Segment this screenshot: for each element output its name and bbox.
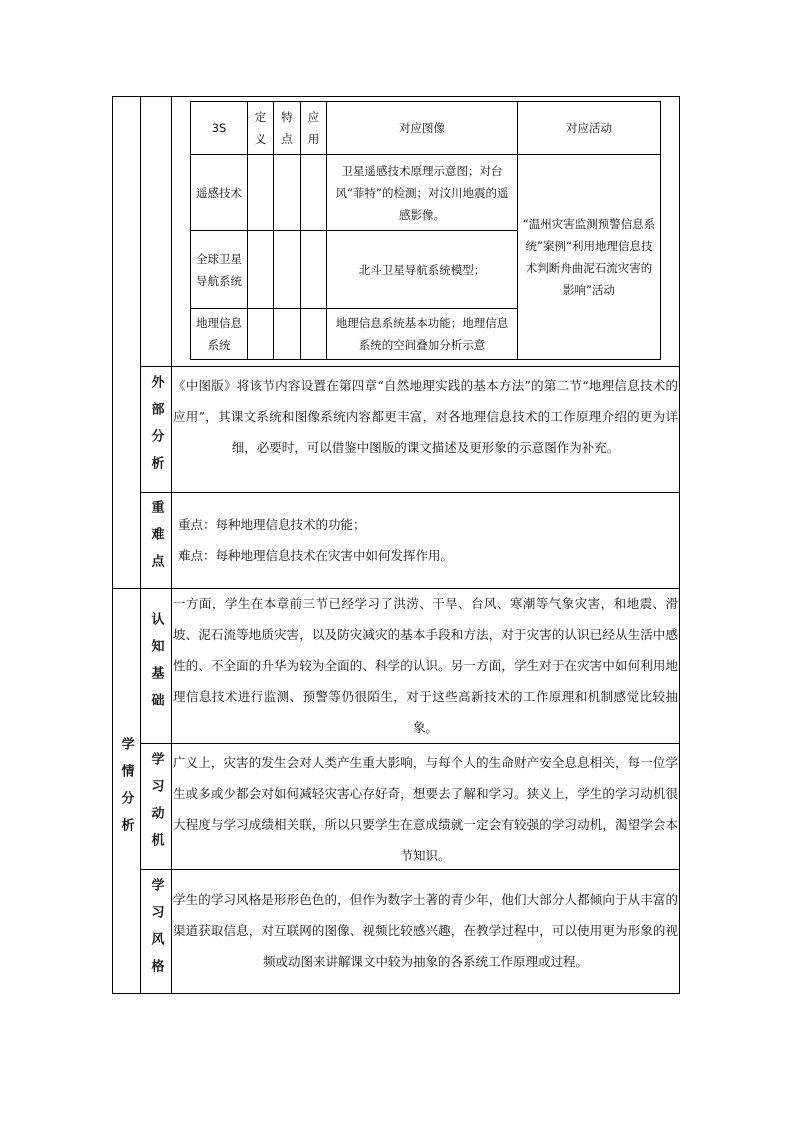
learning-motivation-label: 学习动机: [148, 752, 164, 860]
student-analysis-label: 学情分析: [118, 737, 134, 845]
empty-cell: [301, 155, 327, 231]
table-header-row: [191, 102, 661, 155]
divider: [171, 96, 172, 994]
learning-style-text: [173, 884, 678, 977]
tech-name-cell: 地理信息系统: [191, 309, 248, 360]
header-cell: 应用: [301, 102, 327, 155]
header-cell: 对应活动: [518, 102, 661, 155]
cognitive-basis-label: 认知基础: [148, 611, 164, 720]
activity-cell: “温州灾害监测预警信息系统”案例“利用地理信息技术判断舟曲泥石流灾害的影响”活动: [518, 155, 661, 360]
learning-style-label: 学习风格: [148, 877, 164, 986]
learning-motivation-text: [173, 747, 678, 871]
divider: [140, 366, 680, 367]
header-cell: 定义: [248, 102, 274, 155]
empty-cell: [301, 231, 327, 309]
external-analysis-paragraph: 《中图版》将该节内容设置在第四章“自然地理实践的基本方法”的第二节“地理信息技术的应用”，其课文系统和图像系统内容都更丰富，对各地理信息技术的工作原理介绍的更为详细，必要时，可以借鉴中图版的课文描述及更形象的示意图作为补充。: [173, 378, 678, 455]
difficulty-text: 难点：每种地理信息技术在灾害中如何发挥作用。: [178, 548, 454, 563]
image-cell: 卫星遥感技术原理示意图；对台风“菲特”的检测；对汶川地震的遥感影像。: [327, 155, 518, 231]
header-cell: 特点: [274, 102, 301, 155]
empty-cell: [274, 309, 301, 360]
header-cell: 3S: [191, 102, 248, 155]
tech-table: [190, 101, 661, 360]
header-cell: 对应图像: [327, 102, 518, 155]
empty-cell: [301, 309, 327, 360]
table-row: [191, 155, 661, 231]
key-points-label: 重难点: [148, 499, 164, 581]
divider: [140, 743, 680, 744]
tech-name-cell: 遥感技术: [191, 155, 248, 231]
empty-cell: [274, 231, 301, 309]
learning-motivation-paragraph: 广义上，灾害的发生会对人类产生重大影响，与每个人的生命财产安全息息相关，每一位学生或多或少都会对如何减轻灾害心存好奇，想要去了解和学习。狭义上，学生的学习动机很大程度与学习成绩相关联，所以只要学生在意成绩就一定会有较强的学习动机，渴望学会本节知识。: [173, 755, 678, 863]
focus-text: 重点：每种地理信息技术的功能；: [178, 517, 366, 532]
empty-cell: [274, 155, 301, 231]
cognitive-basis-paragraph: 一方面，学生在本章前三节已经学习了洪涝、干旱、台风、寒潮等气象灾害，和地震、滑坡、泥石流等地质灾害，以及防灾减灾的基本手段和方法，对于灾害的认识已经从生活中感性的、不全面的升华为较为全面的、科学的认识。另一方面，学生对于在灾害中如何利用地理信息技术进行监测、预警等仍很陌生，对于这些高新技术的工作原理和机制感觉比较抽象。: [173, 596, 678, 735]
external-analysis-label: 外部分析: [148, 375, 164, 483]
divider: [140, 492, 680, 493]
external-analysis-text: [173, 370, 678, 463]
empty-cell: [248, 309, 274, 360]
image-cell: 地理信息系统基本功能；地理信息系统的空间叠加分析示意: [327, 309, 518, 360]
empty-cell: [248, 155, 274, 231]
empty-cell: [248, 231, 274, 309]
image-cell: 北斗卫星导航系统模型；: [327, 231, 518, 309]
cognitive-basis-text: [173, 588, 678, 743]
learning-style-paragraph: 学生的学习风格是形形色色的，但作为数字土著的青少年，他们大部分人都倾向于从丰富的渠道获取信息，对互联网的图像、视频比较感兴趣，在教学过程中，可以使用更为形象的视频或动图来讲解课文中较为抽象的各系统工作原理或过程。: [173, 892, 678, 969]
tech-name-cell: 全球卫星导航系统: [191, 231, 248, 309]
key-points-text: [178, 509, 683, 571]
